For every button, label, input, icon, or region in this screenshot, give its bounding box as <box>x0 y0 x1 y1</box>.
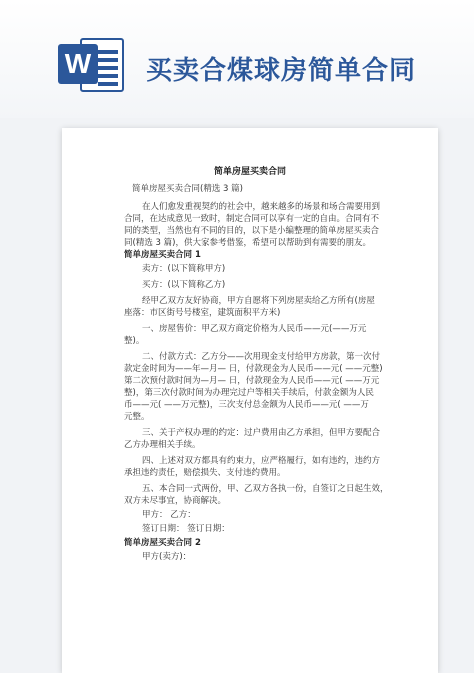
signature-line: 甲方： 乙方： <box>142 510 196 520</box>
doc-paragraph-line: 一、房屋售价：甲乙双方商定价格为人民币——元(——万元 <box>142 324 367 334</box>
doc-paragraph-line: 整)。 <box>124 336 145 346</box>
word-badge: W <box>58 44 98 84</box>
doc-paragraph-line: 乙方办理相关手续。 <box>124 440 201 450</box>
doc-paragraph-line: 二、付款方式：乙方分——次用现金支付给甲方房款，第一次付 <box>142 352 381 362</box>
doc-paragraph-line: 经甲乙双方友好协商，甲方自愿将下列房屋卖给乙方所有(房屋 <box>142 296 375 306</box>
doc-paragraph-line: 第二次预付款时间为—月— 日，付款现金为人民币——元( ——万元 <box>124 376 380 386</box>
doc-paragraph-line: 整)，第三次付款时间为办理完过户等相关手续后，付款金额为人民 <box>124 388 374 398</box>
section-heading: 简单房屋买卖合同 1 <box>124 250 201 260</box>
doc-paragraph-line: 款定金时间为——年—月— 日，付款现金为人民币——元( ——元整) <box>124 364 383 374</box>
doc-paragraph-line: 合同，在达成意见一致时，制定合同可以享有一定的自由。合同有不 <box>124 214 380 224</box>
signature-date-line: 签订日期： 签订日期： <box>142 524 230 534</box>
word-icon <box>58 36 128 94</box>
doc-paragraph-line: 同(精选 3 篇)，供大家参考借鉴，希望可以帮助到有需要的朋友。 <box>124 238 371 248</box>
doc-paragraph-line: 五、本合同一式两份，甲、乙双方各执一份，自签订之日起生效， <box>142 484 389 494</box>
doc-paragraph-line: 三、关于产权办理的约定：过户费用由乙方承担，但甲方要配合 <box>142 428 381 438</box>
section-heading: 简单房屋买卖合同 2 <box>124 538 201 548</box>
doc-paragraph-line: 同的类型，当然也有不同的目的，以下是小编整理的简单房屋买卖合 <box>124 226 380 236</box>
document-page <box>62 128 438 673</box>
doc-paragraph-line: 在人们愈发重视契约的社会中，越来越多的场景和场合需要用到 <box>142 202 381 212</box>
doc-paragraph-line: 元整。 <box>124 412 150 422</box>
doc-paragraph-line: 双方未尽事宜，协商解决。 <box>124 496 227 506</box>
doc-paragraph-line: 承担违约责任，赔偿损失、支付违约费用。 <box>124 468 286 478</box>
top-banner <box>0 0 474 118</box>
doc-subtitle: 简单房屋买卖合同(精选 3 篇) <box>132 184 243 194</box>
doc-paragraph-line: 甲方(卖方)： <box>142 552 192 562</box>
doc-paragraph-line: 卖方：(以下简称甲方) <box>142 264 226 274</box>
banner-title: 买卖合煤球房简单合同 <box>146 56 417 86</box>
doc-paragraph-line: 四、上述对双方都具有约束力，应严格履行，如有违约，违约方 <box>142 456 381 466</box>
doc-paragraph-line: 买方：(以下简称乙方) <box>142 280 226 290</box>
doc-paragraph-line: 座落：市区街号号楼室，建筑面积平方米) <box>124 308 281 318</box>
doc-paragraph-line: 币——元( ——万元整)，三次支付总金额为人民币——元( ——万 <box>124 400 369 410</box>
document-title: 简单房屋买卖合同 <box>213 167 286 177</box>
